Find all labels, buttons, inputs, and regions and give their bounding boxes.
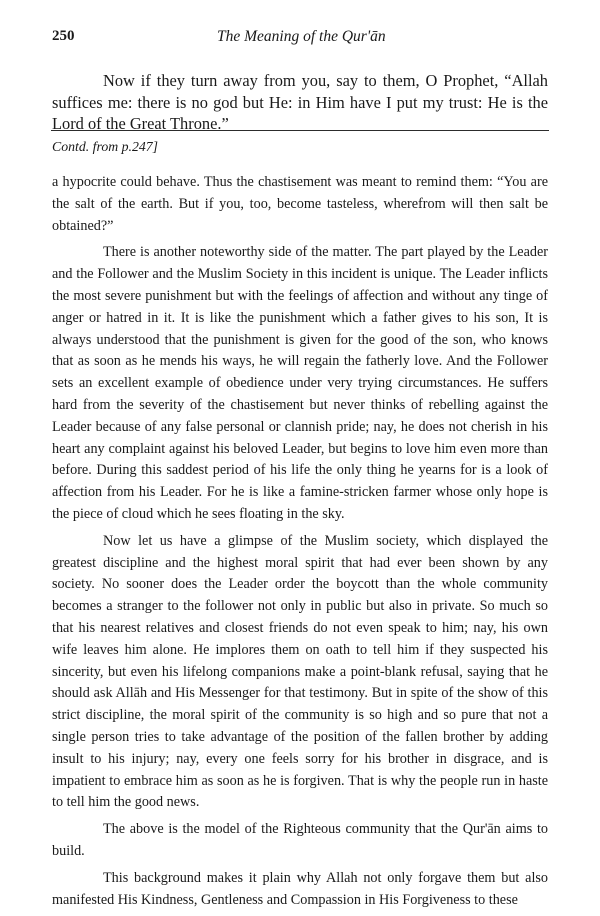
- section-divider: [51, 130, 549, 131]
- page-number: 250: [52, 28, 75, 44]
- commentary-paragraph: a hypocrite could behave. Thus the chastisement was meant to remind them: “You are the salt of the earth. But if you, too, become tasteless, wherefrom will then salt be obtained?”: [52, 174, 548, 234]
- commentary-paragraph: This background makes it plain why Allah not only forgave them but also manifested His Kindness, Gentleness and Compassion in His Forgiveness to these: [52, 869, 548, 908]
- continuation-note: Contd. from p.247]: [52, 139, 159, 154]
- book-title: The Meaning of the Qur'ān: [217, 28, 386, 45]
- commentary-paragraph: The above is the model of the Righteous community that the Qur'ān aims to build.: [52, 821, 548, 859]
- running-head: [52, 28, 548, 50]
- commentary-paragraph: There is another noteworthy side of the matter. The part played by the Leader and the Follower and the Muslim Society in this incident is unique. The Leader inflicts the most severe punishment but with the feelings of affection and without any tinge of anger or hatred in it. It is like the punishment which a father gives to his son, It is always understood that the punishment is given for the good of the son, who knows that as soon as he mends his ways, he will regain the fatherly love. And the Follower sets an excellent example of obedience under very trying circumstances. He suffers hard from the severity of the chastisement but never thinks of rebelling against the Leader because of any false personal or clannish pride; nay, he does not cherish in his heart any complaint against his beloved Leader, but begins to love him even more than before. During this saddest period of his life the only thing he yearns for is a look of affection from his Leader. For he is like a famine-stricken farmer whose only hope is the piece of cloud which he sees floating in the sky.: [52, 244, 548, 522]
- verse-translation: Now if they turn away from you, say to them, O Prophet, “Allah suffices me: there is no god but He: in Him have I put my trust: He is the Lord of the Great Throne.”: [52, 71, 548, 133]
- commentary-body: [52, 172, 548, 916]
- commentary-paragraph: Now let us have a glimpse of the Muslim society, which displayed the greatest discipline and the highest moral spirit that had ever been shown by any society. No sooner does the Leader order the boycott than the whole community becomes a stranger to the follower not only in public but also in private. So much so that his nearest relatives and closest friends do not even speak to him; nay, his own wife leaves him alone. He implores them on oath to tell him if they suspected his sincerity, but even his lifelong companions make a point-blank refusal, saying that he should ask Allāh and His Messenger for that testimony. But in spite of the show of this strict discipline, the moral spirit of the community is so high and so pure that not a single person tries to take advantage of the position of the fallen brother by adding insult to his injury; nay, every one feels sorry for his brother in disgrace, and is impatient to embrace him as soon as he is forgiven. That is why the people run in haste to tell him the good news.: [52, 532, 548, 811]
